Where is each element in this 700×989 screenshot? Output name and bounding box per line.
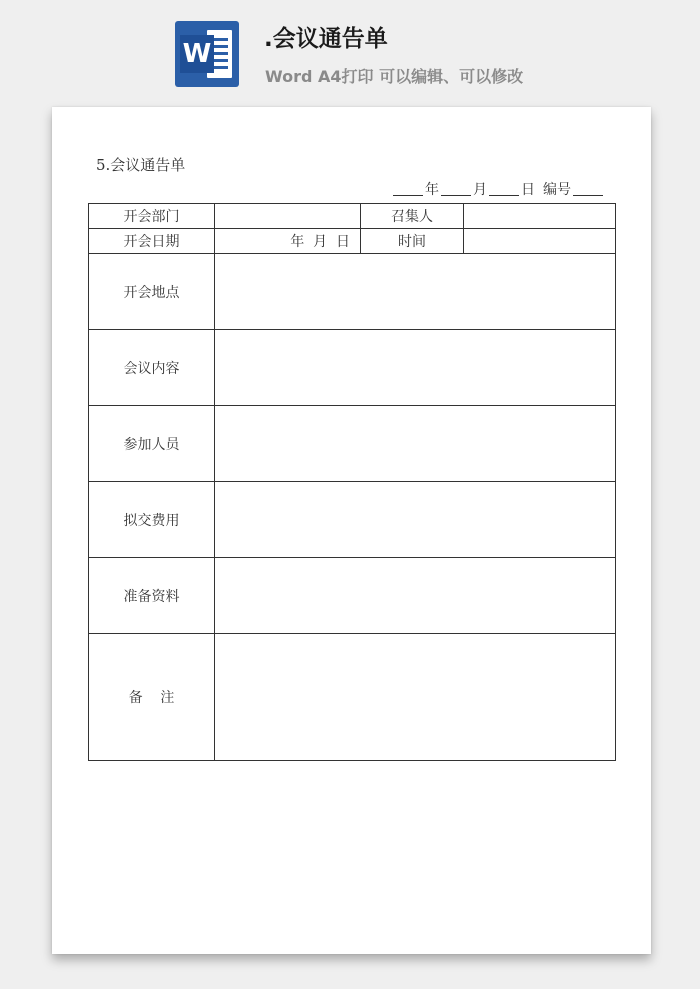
time-label: 时间: [361, 229, 464, 254]
location-field[interactable]: [215, 254, 616, 330]
meeting-notice-table: [88, 203, 616, 761]
time-field[interactable]: [464, 229, 616, 254]
table-row: [89, 482, 616, 558]
number-label: 编号: [543, 182, 571, 198]
convener-label: 召集人: [361, 204, 464, 229]
attendees-field[interactable]: [215, 406, 616, 482]
materials-field[interactable]: [215, 558, 616, 634]
month-blank[interactable]: [441, 195, 471, 196]
table-row: [89, 254, 616, 330]
day-blank[interactable]: [489, 195, 519, 196]
banner-subtitle: Word A4打印 可以编辑、可以修改: [265, 67, 524, 86]
materials-label: 准备资料: [89, 558, 215, 634]
department-label: 开会部门: [89, 204, 215, 229]
word-letter: W: [180, 35, 214, 73]
date-number-line: [391, 179, 605, 199]
document-heading: 5.会议通告单: [96, 156, 186, 174]
header-banner: [0, 0, 700, 108]
table-row: [89, 204, 616, 229]
meeting-date-field[interactable]: 年 月 日: [215, 229, 361, 254]
remarks-label: 备 注: [89, 634, 215, 761]
content-field[interactable]: [215, 330, 616, 406]
convener-field[interactable]: [464, 204, 616, 229]
day-label: 日: [521, 182, 535, 198]
meeting-date-label: 开会日期: [89, 229, 215, 254]
table-row: [89, 634, 616, 761]
content-label: 会议内容: [89, 330, 215, 406]
word-document-icon: [175, 21, 239, 87]
banner-title: .会议通告单: [264, 26, 388, 52]
remarks-field[interactable]: [215, 634, 616, 761]
document-page: [52, 107, 651, 954]
month-label: 月: [473, 182, 487, 198]
table-row: [89, 229, 616, 254]
department-field[interactable]: [215, 204, 361, 229]
year-blank[interactable]: [393, 195, 423, 196]
expenses-label: 拟交费用: [89, 482, 215, 558]
number-blank[interactable]: [573, 195, 603, 196]
location-label: 开会地点: [89, 254, 215, 330]
table-row: [89, 406, 616, 482]
table-row: [89, 558, 616, 634]
attendees-label: 参加人员: [89, 406, 215, 482]
year-label: 年: [425, 182, 439, 198]
expenses-field[interactable]: [215, 482, 616, 558]
table-row: [89, 330, 616, 406]
